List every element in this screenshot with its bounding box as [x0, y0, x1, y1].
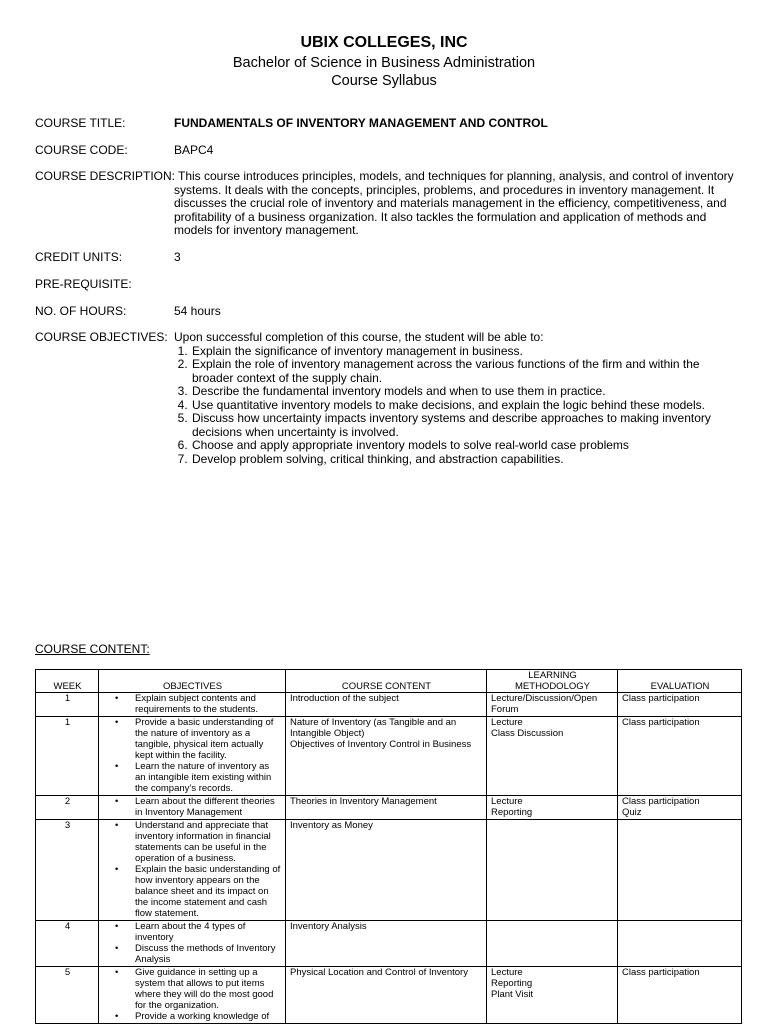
objective-bullet-item [115, 967, 282, 1011]
objective-item: 6. Choose and apply appropriate inventory models to solve real-world case problems [191, 439, 734, 453]
methodology-line: Class Discussion [491, 728, 564, 739]
methodology-line: Lecture/Discussion/Open Forum [491, 693, 598, 715]
objective-bullet-item [115, 717, 282, 761]
col-header-objectives: OBJECTIVES [99, 670, 286, 693]
objectives-cell [99, 693, 286, 717]
course-content-heading: COURSE CONTENT: [35, 642, 150, 656]
evaluation-cell [618, 820, 742, 921]
col-header-week: WEEK [36, 670, 99, 693]
program-name: Bachelor of Science in Business Administration [232, 55, 536, 71]
methodology-line: Plant Visit [491, 989, 534, 1000]
methodology-cell [487, 967, 618, 1024]
objective-bullet-item [115, 820, 282, 864]
objectives-bullets [103, 967, 282, 1022]
week-cell: 5 [36, 967, 99, 1024]
objective-text: Provide a basic understanding of the nature of inventory as a tangible, physical item actually kept within the facility. [135, 717, 274, 761]
course-description-label: COURSE DESCRIPTION: [35, 169, 176, 183]
evaluation-line: Class participation [622, 717, 700, 728]
institution-name: UBIX COLLEGES, INC [300, 34, 468, 51]
objectives-bullets [103, 796, 282, 818]
objectives-list [174, 345, 734, 467]
objective-bullet-item [115, 761, 282, 794]
bullet-icon: • [115, 693, 119, 704]
methodology-cell [487, 717, 618, 796]
bullet-icon: • [115, 820, 119, 831]
course-content-rows [36, 693, 742, 1024]
content-line: Inventory as Money [290, 820, 373, 831]
objectives-bullets [103, 921, 282, 965]
prerequisite-label: PRE-REQUISITE: [35, 277, 132, 291]
objective-bullet-item [115, 943, 282, 965]
objective-text: Discuss the methods of Inventory Analysis [135, 943, 276, 965]
objective-item: 7. Develop problem solving, critical thinking, and abstraction capabilities. [191, 453, 734, 467]
methodology-cell [487, 921, 618, 967]
methodology-line: Reporting [491, 807, 533, 818]
objective-bullet-item [115, 864, 282, 919]
credit-units-value: 3 [174, 250, 181, 264]
course-content-cell [286, 796, 487, 820]
week-cell: 3 [36, 820, 99, 921]
bullet-icon: • [115, 943, 119, 954]
course-description-value: This course introduces principles, models, and techniques for planning, analysis, and control of inventory systems. It deals with the concepts, principles, problems, and procedures in inventory management. It discusses the crucial role of inventory and materials management in the efficiency, competitiveness, and profitability of a business organization. It also tackles the formulation and application of methods and models for inventory management. [174, 169, 734, 237]
evaluation-cell [618, 967, 742, 1024]
document-type: Course Syllabus [331, 73, 437, 89]
objective-text: Learn about the 4 types of inventory [135, 921, 246, 943]
evaluation-line: Class participation [622, 796, 700, 807]
table-row [36, 921, 742, 967]
week-cell: 2 [36, 796, 99, 820]
col-header-learning-methodology: LEARNING METHODOLOGY [487, 670, 618, 693]
course-code-value: BAPC4 [174, 143, 214, 157]
objective-item: 1. Explain the significance of inventory management in business. [191, 345, 734, 359]
table-row [36, 967, 742, 1024]
objectives-bullets [103, 820, 282, 919]
objective-item: 3. Describe the fundamental inventory models and when to use them in practice. [191, 385, 734, 399]
objectives-cell [99, 921, 286, 967]
content-line: Objectives of Inventory Control in Business [290, 739, 472, 750]
hours-label: NO. OF HOURS: [35, 304, 127, 318]
methodology-line: Lecture [491, 717, 523, 728]
course-content-table [35, 669, 742, 1024]
week-cell: 1 [36, 693, 99, 717]
course-content-cell [286, 717, 487, 796]
objective-text: Give guidance in setting up a system that allows to put items where they will do the most good for the organization. [135, 967, 274, 1011]
week-cell: 4 [36, 921, 99, 967]
course-title-label: COURSE TITLE: [35, 116, 126, 130]
objective-text: Learn about the different theories in Inventory Management [135, 796, 275, 818]
evaluation-line: Class participation [622, 693, 700, 704]
objectives-cell [99, 796, 286, 820]
bullet-icon: • [115, 761, 119, 772]
content-line: Introduction of the subject [290, 693, 399, 704]
table-row [36, 693, 742, 717]
content-line: Nature of Inventory (as Tangible and an Intangible Object) [290, 717, 457, 739]
objective-bullet-item [115, 921, 282, 943]
objective-text: Explain the basic understanding of how inventory appears on the balance sheet and its impact on the income statement and cash flow statement. [135, 864, 281, 919]
bullet-icon: • [115, 921, 119, 932]
bullet-icon: • [115, 717, 119, 728]
objective-text: Provide a working knowledge of [135, 1011, 270, 1022]
bullet-icon: • [115, 1011, 119, 1022]
evaluation-cell [618, 796, 742, 820]
methodology-line: Reporting [491, 978, 533, 989]
bullet-icon: • [115, 796, 119, 807]
objective-text: Learn the nature of inventory as an intangible item existing within the company’s records. [135, 761, 272, 794]
col-header-course-content: COURSE CONTENT [286, 670, 487, 693]
course-content-cell [286, 693, 487, 717]
col-header-evaluation: EVALUATION [618, 670, 742, 693]
course-content-cell [286, 921, 487, 967]
week-cell: 1 [36, 717, 99, 796]
table-row [36, 796, 742, 820]
content-line: Physical Location and Control of Inventory [290, 967, 468, 978]
objectives-cell [99, 820, 286, 921]
credit-units-label: CREDIT UNITS: [35, 250, 123, 264]
methodology-line: Lecture [491, 796, 523, 807]
objective-bullet-item [115, 693, 282, 715]
course-code-label: COURSE CODE: [35, 143, 128, 157]
objective-item: 5. Discuss how uncertainty impacts inventory systems and describe approaches to making inventory decisions when uncertainty is involved. [191, 412, 734, 439]
objective-item: 2. Explain the role of inventory management across the various functions of the firm and within the broader context of the supply chain. [191, 358, 734, 385]
objective-bullet-item [115, 1011, 282, 1022]
course-content-cell [286, 967, 487, 1024]
objectives-cell [99, 717, 286, 796]
objectives-bullets [103, 693, 282, 715]
methodology-cell [487, 693, 618, 717]
objectives-cell [99, 967, 286, 1024]
methodology-cell [487, 820, 618, 921]
table-row [36, 717, 742, 796]
evaluation-cell [618, 921, 742, 967]
content-line: Inventory Analysis [290, 921, 367, 932]
table-row [36, 820, 742, 921]
content-line: Theories in Inventory Management [290, 796, 437, 807]
bullet-icon: • [115, 864, 119, 875]
hours-value: 54 hours [174, 304, 221, 318]
course-title-value: FUNDAMENTALS OF INVENTORY MANAGEMENT AND CONTROL [174, 116, 548, 130]
evaluation-cell [618, 717, 742, 796]
evaluation-line: Quiz [622, 807, 642, 818]
objective-item: 4. Use quantitative inventory models to make decisions, and explain the logic behind these models. [191, 399, 734, 413]
course-objectives-body [174, 331, 734, 466]
objective-text: Explain subject contents and requirements to the students. [135, 693, 259, 715]
methodology-line: Lecture [491, 967, 523, 978]
objective-text: Understand and appreciate that inventory information in financial statements can be useful in the operation of a business. [135, 820, 271, 864]
evaluation-cell [618, 693, 742, 717]
objective-bullet-item [115, 796, 282, 818]
course-objectives-label: COURSE OBJECTIVES: [35, 330, 168, 344]
bullet-icon: • [115, 967, 119, 978]
methodology-cell [487, 796, 618, 820]
evaluation-line: Class participation [622, 967, 700, 978]
course-content-cell [286, 820, 487, 921]
objectives-bullets [103, 717, 282, 794]
objectives-intro: Upon successful completion of this course, the student will be able to: [174, 330, 544, 344]
